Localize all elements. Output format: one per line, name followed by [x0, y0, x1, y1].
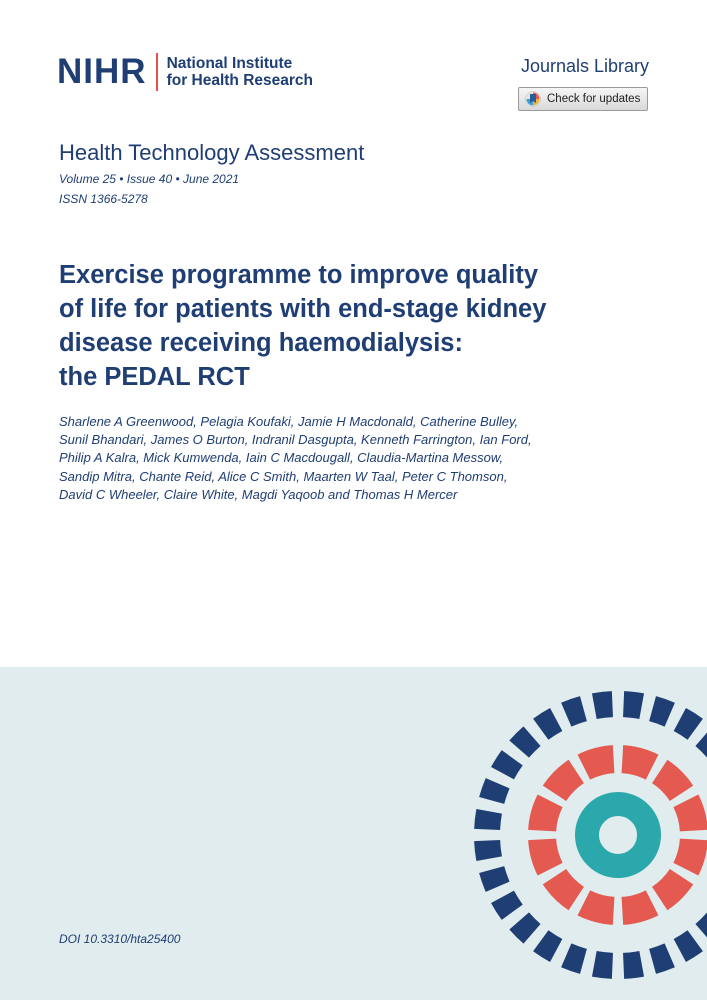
check-for-updates-button[interactable]: [518, 87, 648, 111]
journal-title: Health Technology Assessment: [59, 140, 365, 165]
middle-ring-segment: [578, 745, 615, 779]
outer-ring-segment: [592, 691, 613, 719]
outer-ring-segment: [561, 696, 587, 726]
outer-ring-segment: [695, 912, 707, 943]
center-ring: [587, 804, 649, 866]
decorative-rings-graphic: [457, 668, 707, 1000]
logo-mark: NIHR: [57, 52, 147, 91]
issn: ISSN 1366-5278: [59, 192, 148, 206]
nihr-logo: [57, 52, 313, 92]
outer-ring-segment: [509, 726, 540, 757]
middle-ring: [528, 745, 707, 925]
title-line: of life for patients with end-stage kidney: [59, 295, 547, 323]
author-list: [59, 413, 579, 504]
author-line: Sunil Bhandari, James O Burton, Indranil Dasgupta, Kenneth Farrington, Ian Ford,: [59, 432, 532, 448]
outer-ring-segment: [623, 951, 644, 979]
check-updates-label: Check for updates: [547, 93, 641, 105]
doi: DOI 10.3310/hta25400: [59, 932, 181, 946]
author-line: Sharlene A Greenwood, Pelagia Koufaki, Jamie H Macdonald, Catherine Bulley,: [59, 414, 519, 429]
middle-ring-segment: [673, 795, 707, 832]
outer-ring-segment: [491, 750, 523, 779]
middle-ring-segment: [528, 839, 562, 876]
outer-ring-segment: [674, 708, 703, 740]
author-line: Philip A Kalra, Mick Kumwenda, Iain C Macdougall, Claudia-Martina Messow,: [59, 450, 504, 466]
article-title: [59, 258, 619, 394]
author-line: Sandip Mitra, Chante Reid, Alice C Smith, Maarten W Taal, Peter C Thomson,: [59, 468, 508, 484]
outer-ring-segment: [474, 840, 502, 861]
outer-ring-segment: [649, 943, 675, 973]
outer-ring-segment: [479, 866, 509, 892]
logo-line-2: for Health Research: [166, 72, 314, 89]
outer-ring-segment: [533, 708, 562, 740]
outer-ring-segment: [533, 930, 562, 962]
check-updates-icon: [525, 91, 541, 107]
middle-ring-segment: [528, 795, 562, 832]
outer-ring-segment: [695, 726, 707, 757]
outer-ring-segment: [623, 691, 644, 719]
outer-ring-segment: [479, 778, 509, 804]
outer-ring-segment: [509, 912, 540, 943]
middle-ring-segment: [543, 760, 584, 801]
middle-ring-segment: [578, 890, 615, 924]
middle-ring-segment: [673, 839, 707, 876]
logo-divider: [156, 53, 158, 91]
outer-ring-segment: [561, 943, 587, 973]
logo-text: [167, 55, 313, 89]
outer-ring-segment: [592, 951, 613, 979]
outer-ring-segment: [649, 696, 675, 726]
author-line: David C Wheeler, Claire White, Magdi Yaqoob and Thomas H Mercer: [59, 486, 458, 502]
middle-ring-segment: [622, 890, 659, 924]
middle-ring-segment: [543, 869, 584, 910]
middle-ring-segment: [652, 869, 693, 910]
title-line: the PEDAL RCT: [59, 363, 250, 391]
journals-library-label: Journals Library: [520, 56, 649, 76]
outer-ring-segment: [474, 809, 502, 830]
middle-ring-segment: [622, 745, 659, 779]
middle-ring-segment: [652, 760, 693, 801]
volume-issue-date: Volume 25 • Issue 40 • June 2021: [59, 172, 240, 186]
title-line: Exercise programme to improve quality: [59, 261, 538, 289]
outer-ring-segment: [674, 930, 703, 962]
outer-ring-segment: [491, 891, 523, 920]
title-line: disease receiving haemodialysis:: [59, 329, 463, 357]
logo-line-1: National Institute: [166, 55, 293, 72]
